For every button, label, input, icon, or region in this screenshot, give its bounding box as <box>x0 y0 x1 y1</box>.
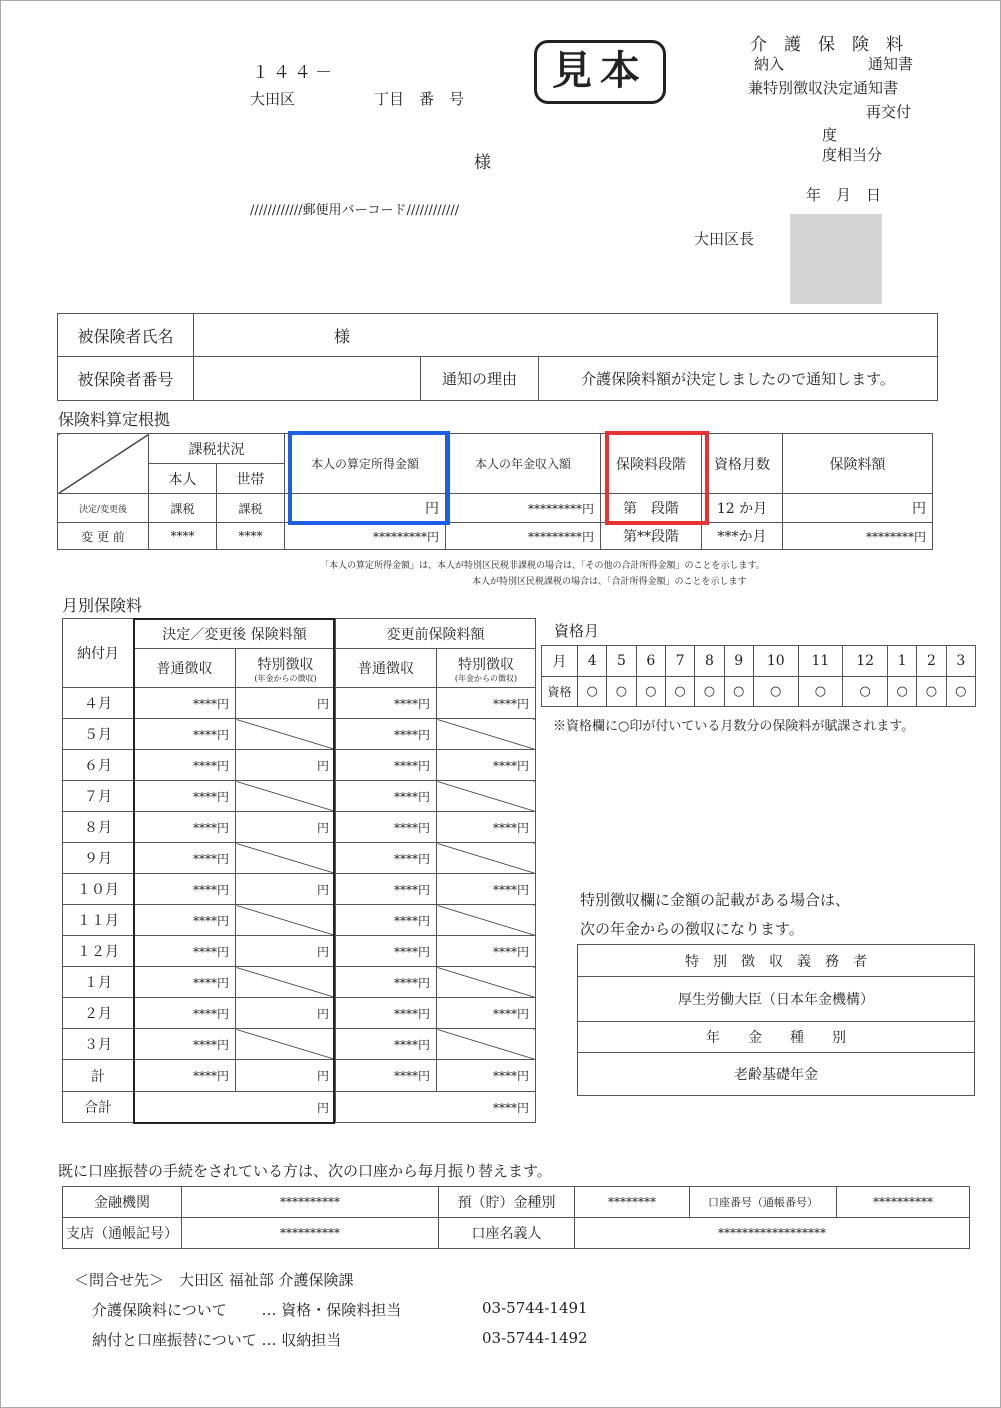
after-special-amount: 円 <box>236 998 336 1029</box>
income-highlight <box>288 431 450 525</box>
row-after-income: 円 <box>285 494 446 523</box>
premium-header: 保険料額 <box>783 434 933 494</box>
stage-header: 保険料段階 <box>601 434 702 494</box>
branch-label: 支店（通帳記号） <box>63 1218 182 1249</box>
contact-heading: ＜問合せ先＞ 大田区 福祉部 介護保険課 <box>74 1271 354 1289</box>
month-label: ９月 <box>63 843 134 874</box>
eligibility-month: 2 <box>917 646 946 677</box>
title-line3: 兼特別徴収決定通知書 <box>748 79 899 97</box>
month-label: １月 <box>63 967 134 998</box>
monthly-section-title: 月別保険料 <box>62 596 143 615</box>
annual-header: 本人の年金収入額 <box>446 434 601 494</box>
before-special-amount <box>437 967 536 998</box>
subtotal-before-special: ****円 <box>437 1060 536 1092</box>
income-header: 本人の算定所得金額 <box>285 434 446 494</box>
row-before-household: **** <box>217 523 285 550</box>
insured-name-value: 様 <box>194 314 938 357</box>
month-label: ５月 <box>63 719 134 750</box>
reason-label: 通知の理由 <box>421 357 539 401</box>
row-after-annual: *********円 <box>446 494 601 523</box>
recipient-honorific: 様 <box>474 153 491 173</box>
pension-type-label: 年 金 種 別 <box>578 1022 975 1053</box>
issue-date: 年 月 日 <box>806 186 882 204</box>
before-normal-amount: ****円 <box>336 750 437 781</box>
before-normal-amount: ****円 <box>336 936 437 967</box>
mayor-title: 大田区長 <box>694 230 755 248</box>
eligibility-month-label: 月 <box>542 646 578 677</box>
eligibility-month: 8 <box>695 646 724 677</box>
row-before-premium: ********円 <box>783 523 933 550</box>
holder-value: ****************** <box>575 1218 970 1249</box>
title-reissue: 再交付 <box>866 103 912 121</box>
eligibility-month: 12 <box>843 646 888 677</box>
row-before-annual: *********円 <box>446 523 601 550</box>
before-special-sub: (年金からの徴収) <box>454 673 518 683</box>
eligibility-mark: ○ <box>695 677 724 707</box>
household-header: 世帯 <box>217 464 285 494</box>
subtotal-after-special: 円 <box>236 1060 336 1092</box>
institution-value: ********** <box>182 1187 439 1218</box>
account-type-value: ******** <box>575 1187 690 1218</box>
before-special-header <box>437 649 536 688</box>
before-normal-amount: ****円 <box>336 843 437 874</box>
month-label: ４月 <box>63 688 134 719</box>
address-ward: 大田区 <box>250 90 296 108</box>
subtotal-before-normal: ****円 <box>336 1060 437 1092</box>
after-normal-amount: ****円 <box>134 719 236 750</box>
after-column-frame <box>133 618 335 1124</box>
before-special-amount: ****円 <box>437 750 536 781</box>
stage-highlight <box>605 431 709 525</box>
after-special-sub: (年金からの徴収) <box>254 673 317 683</box>
after-normal-amount: ****円 <box>134 781 236 812</box>
basis-note-1: 「本人の算定所得金額」は、本人が特別区民税非課税の場合は、「その他の合計所得金額」のことを示します。 <box>320 561 765 571</box>
row-after-household: 課税 <box>217 494 285 523</box>
basis-corner <box>58 434 149 494</box>
before-normal-amount: ****円 <box>336 998 437 1029</box>
month-label: ２月 <box>63 998 134 1029</box>
before-normal-header: 普通徴収 <box>336 649 437 688</box>
before-special-label: 特別徴収 <box>458 656 514 673</box>
eligibility-mark: ○ <box>798 677 843 707</box>
before-normal-amount: ****円 <box>336 967 437 998</box>
after-special-amount: 円 <box>236 874 336 905</box>
eligibility-mark: ○ <box>887 677 916 707</box>
after-normal-amount: ****円 <box>134 1029 236 1060</box>
after-header: 決定／変更後 保険料額 <box>134 619 336 649</box>
contact-line2-label: 納付と口座振替について … 収納担当 <box>92 1331 342 1349</box>
subtotal-after-normal: ****円 <box>134 1060 236 1092</box>
before-normal-amount: ****円 <box>336 905 437 936</box>
account-number-label: 口座番号（通帳番号） <box>690 1187 837 1218</box>
after-normal-amount: ****円 <box>134 812 236 843</box>
bank-table <box>62 1186 970 1249</box>
eligibility-month: 11 <box>798 646 843 677</box>
account-type-label: 預（貯）金種別 <box>439 1187 575 1218</box>
special-info-line2: 次の年金からの徴収になります。 <box>580 920 804 938</box>
after-special-amount: 円 <box>236 812 336 843</box>
before-special-amount: ****円 <box>437 812 536 843</box>
row-after-stage: 第 段階 <box>601 494 702 523</box>
row-after-label: 決定/変更後 <box>58 494 149 523</box>
postal-barcode: ////////////郵便用バーコード//////////// <box>250 203 460 218</box>
pay-month-header: 納付月 <box>63 619 134 688</box>
postal-code: １４４－ <box>252 63 336 83</box>
eligibility-month: 1 <box>887 646 916 677</box>
total-label: 合計 <box>63 1092 134 1123</box>
month-label: １１月 <box>63 905 134 936</box>
title-line1: 介 護 保 険 料 <box>750 35 903 55</box>
after-special-amount: 円 <box>236 688 336 719</box>
before-special-amount: ****円 <box>437 688 536 719</box>
before-header: 変更前保険料額 <box>336 619 536 649</box>
eligibility-mark: ○ <box>578 677 607 707</box>
after-normal-amount: ****円 <box>134 967 236 998</box>
obligor-label: 特 別 徴 収 義 務 者 <box>578 945 975 977</box>
eligibility-month: 5 <box>607 646 636 677</box>
before-special-amount <box>437 781 536 812</box>
contact-line1-phone: 03-5744-1491 <box>482 1299 588 1317</box>
before-normal-amount: ****円 <box>336 812 437 843</box>
basis-table <box>57 433 933 550</box>
title-payment: 納入 <box>754 55 785 73</box>
eligibility-mark: ○ <box>607 677 636 707</box>
basis-section-title: 保険料算定根拠 <box>58 410 171 429</box>
holder-label: 口座名義人 <box>439 1218 575 1249</box>
before-normal-amount: ****円 <box>336 874 437 905</box>
address-rest: 丁目 番 号 <box>374 90 465 108</box>
months-header: 資格月数 <box>702 434 783 494</box>
before-special-amount <box>437 719 536 750</box>
eligibility-month: 4 <box>578 646 607 677</box>
before-special-amount: ****円 <box>437 874 536 905</box>
branch-value: ********** <box>182 1218 439 1249</box>
insured-name-label: 被保険者氏名 <box>58 314 194 357</box>
title-notice: 通知書 <box>868 55 914 73</box>
eligibility-mark: ○ <box>665 677 694 707</box>
before-normal-amount: ****円 <box>336 1029 437 1060</box>
eligibility-month: 3 <box>946 646 975 677</box>
institution-label: 金融機関 <box>63 1187 182 1218</box>
after-normal-amount: ****円 <box>134 688 236 719</box>
eligibility-mark-label: 資格 <box>542 677 578 707</box>
eligibility-month: 6 <box>636 646 665 677</box>
eligibility-table <box>541 645 976 707</box>
special-info-line1: 特別徴収欄に金額の記載がある場合は、 <box>580 891 851 909</box>
row-before-stage: 第**段階 <box>601 523 702 550</box>
pension-type-value: 老齢基礎年金 <box>578 1053 975 1096</box>
subtotal-label: 計 <box>63 1060 134 1092</box>
eligibility-mark: ○ <box>636 677 665 707</box>
special-info-table <box>577 944 975 1096</box>
eligibility-month: 9 <box>724 646 753 677</box>
eligibility-month: 10 <box>753 646 798 677</box>
row-after-premium: 円 <box>783 494 933 523</box>
after-normal-amount: ****円 <box>134 874 236 905</box>
fiscal-year-portion: 度相当分 <box>822 146 883 164</box>
month-label: ３月 <box>63 1029 134 1060</box>
eligibility-mark: ○ <box>843 677 888 707</box>
before-special-amount <box>437 1029 536 1060</box>
row-after-months: 12 か月 <box>702 494 783 523</box>
before-normal-amount: ****円 <box>336 781 437 812</box>
before-special-amount <box>437 905 536 936</box>
before-normal-amount: ****円 <box>336 688 437 719</box>
month-label: １２月 <box>63 936 134 967</box>
month-label: ８月 <box>63 812 134 843</box>
before-special-amount: ****円 <box>437 998 536 1029</box>
eligibility-month: 7 <box>665 646 694 677</box>
after-normal-amount: ****円 <box>134 905 236 936</box>
account-number-value: ********** <box>837 1187 970 1218</box>
before-special-amount <box>437 843 536 874</box>
row-before-self: **** <box>149 523 217 550</box>
official-seal <box>790 214 882 304</box>
after-normal-amount: ****円 <box>134 843 236 874</box>
before-normal-amount: ****円 <box>336 719 437 750</box>
insured-number-value <box>194 357 421 401</box>
after-normal-header: 普通徴収 <box>134 649 236 688</box>
row-before-income: *********円 <box>285 523 446 550</box>
after-normal-amount: ****円 <box>134 750 236 781</box>
before-special-amount: ****円 <box>437 936 536 967</box>
total-after: 円 <box>134 1092 336 1123</box>
after-special-label: 特別徴収 <box>257 656 314 673</box>
insured-number-label: 被保険者番号 <box>58 357 194 401</box>
insured-table <box>57 313 938 401</box>
bank-intro: 既に口座振替の手続をされている方は、次の口座から毎月振り替えます。 <box>58 1162 552 1180</box>
reason-value: 介護保険料額が決定しましたので通知します。 <box>539 357 938 401</box>
tax-status-header: 課税状況 <box>149 434 285 464</box>
month-label: ６月 <box>63 750 134 781</box>
basis-note-2: 本人が特別区民税課税の場合は、「合計所得金額」のことを示します <box>472 577 747 587</box>
fiscal-year: 度 <box>822 126 838 144</box>
eligibility-mark: ○ <box>753 677 798 707</box>
row-before-label: 変 更 前 <box>58 523 149 550</box>
contact-line1-label: 介護保険料について … 資格・保険料担当 <box>92 1301 402 1319</box>
eligibility-mark: ○ <box>724 677 753 707</box>
sample-stamp: 見本 <box>534 40 666 104</box>
month-label: ７月 <box>63 781 134 812</box>
after-normal-amount: ****円 <box>134 936 236 967</box>
after-normal-amount: ****円 <box>134 998 236 1029</box>
eligibility-mark: ○ <box>917 677 946 707</box>
eligibility-note: ※資格欄に○印が付いている月数分の保険料が賦課されます。 <box>553 719 915 734</box>
row-after-self: 課税 <box>149 494 217 523</box>
contact-line2-phone: 03-5744-1492 <box>482 1329 588 1347</box>
row-before-months: ***か月 <box>702 523 783 550</box>
eligibility-mark: ○ <box>946 677 975 707</box>
eligibility-title: 資格月 <box>554 622 600 640</box>
total-before: ****円 <box>336 1092 536 1123</box>
self-header: 本人 <box>149 464 217 494</box>
after-special-amount: 円 <box>236 750 336 781</box>
after-special-amount: 円 <box>236 936 336 967</box>
obligor-value: 厚生労働大臣（日本年金機構） <box>578 977 975 1022</box>
month-label: １０月 <box>63 874 134 905</box>
